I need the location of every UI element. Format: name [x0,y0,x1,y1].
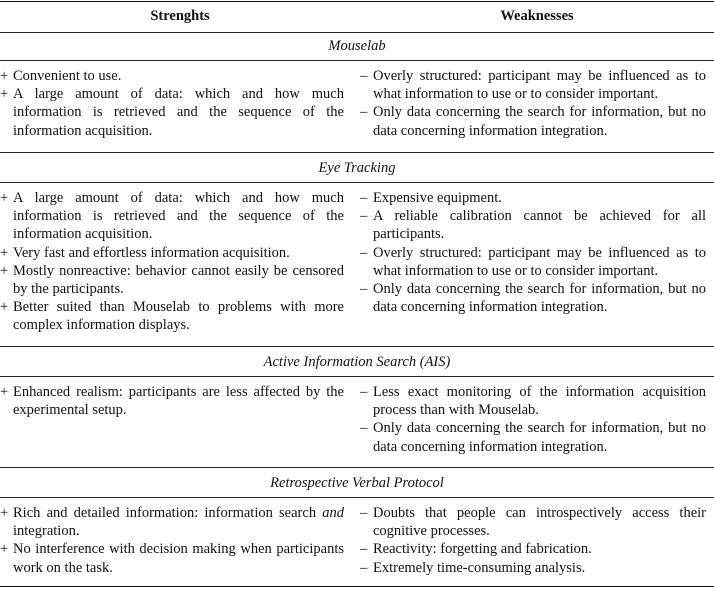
weaknesses-list-mouselab [360,67,706,140]
dash-marker: – [360,281,368,298]
plus-marker: + [0,190,9,206]
section-rule [0,497,714,498]
section-rule [0,60,714,61]
plus-marker: + [0,68,9,84]
dash-marker: – [360,104,368,121]
list-item: – Extremely time-consuming analysis. [360,559,586,576]
plus-marker: + [0,541,9,558]
plus-marker: + [0,505,9,521]
section-rule [0,467,714,468]
strengths-list-verbal-protocol [0,504,344,577]
table-bottom-rule [0,586,714,587]
list-item: – Doubts that people can introspectively access their cognitive processes. [360,505,706,540]
plus-marker: + [0,262,9,279]
dash-marker: – [360,244,368,261]
section-title-retrospective-verbal-protocol: Retrospective Verbal Protocol [270,475,444,491]
weaknesses-list-verbal-protocol [360,504,706,577]
table-top-rule [0,1,714,2]
list-item: + A large amount of data: which and how much information is retrieved and the sequence of the information acquisition. [0,190,344,243]
section-rule [0,376,714,377]
section-title-ais: Active Information Search (AIS) [263,354,451,370]
dash-marker: – [360,541,368,558]
list-item: – Less exact monitoring of the information acquisition process than with Mouselab. [360,384,706,419]
list-item: – Reactivity: forgetting and fabrication. [360,541,592,558]
list-item: – Overly structured: participant may be influenced as to what information to use or to consider important. [360,68,706,103]
list-item: – Expensive equipment. [360,190,502,206]
plus-marker: + [0,244,9,261]
list-item: – Only data concerning the search for information, but no data concerning information integration. [360,281,706,316]
header-rule [0,32,714,33]
list-item: – Overly structured: participant may be influenced as to what information to use or to consider important. [360,244,706,279]
list-item: + Convenient to use. [0,68,122,84]
list-item: + Rich and detailed information: information search and integration. [0,505,344,540]
section-title-mouselab: Mouselab [328,38,386,54]
dash-marker: – [360,505,368,521]
list-item: – Only data concerning the search for information, but no data concerning information integration. [360,104,706,139]
plus-marker: + [0,384,9,400]
plus-marker: + [0,86,9,103]
section-rule [0,346,714,347]
section-rule [0,182,714,183]
list-item: + Enhanced realism: participants are less affected by the experimental setup. [0,384,344,419]
list-item: + A large amount of data: which and how much information is retrieved and the sequence of the information acquisition. [0,86,344,139]
strengths-list-ais [0,383,344,419]
dash-marker: – [360,208,368,225]
dash-marker: – [360,68,368,84]
dash-marker: – [360,559,368,576]
strengths-list-eye-tracking [0,189,344,335]
plus-marker: + [0,299,9,316]
list-item: + Very fast and effortless information acquisition. [0,244,290,261]
list-item: – A reliable calibration cannot be achieved for all participants. [360,208,706,243]
list-item: + Better suited than Mouselab to problems with more complex information displays. [0,299,344,334]
dash-marker: – [360,384,368,400]
header-weaknesses: Weaknesses [500,8,574,24]
dash-marker: – [360,190,368,206]
list-item: – Only data concerning the search for information, but no data concerning information integration. [360,420,706,455]
section-title-eye-tracking: Eye Tracking [318,160,396,176]
strengths-list-mouselab [0,67,344,140]
dash-marker: – [360,420,368,437]
section-rule [0,152,714,153]
weaknesses-list-eye-tracking [360,189,706,316]
list-item: + Mostly nonreactive: behavior cannot easily be censored by the participants. [0,262,344,298]
list-item: + No interference with decision making when participants work on the task. [0,541,344,576]
weaknesses-list-ais [360,383,706,456]
header-strengths: Strenghts [150,8,210,24]
